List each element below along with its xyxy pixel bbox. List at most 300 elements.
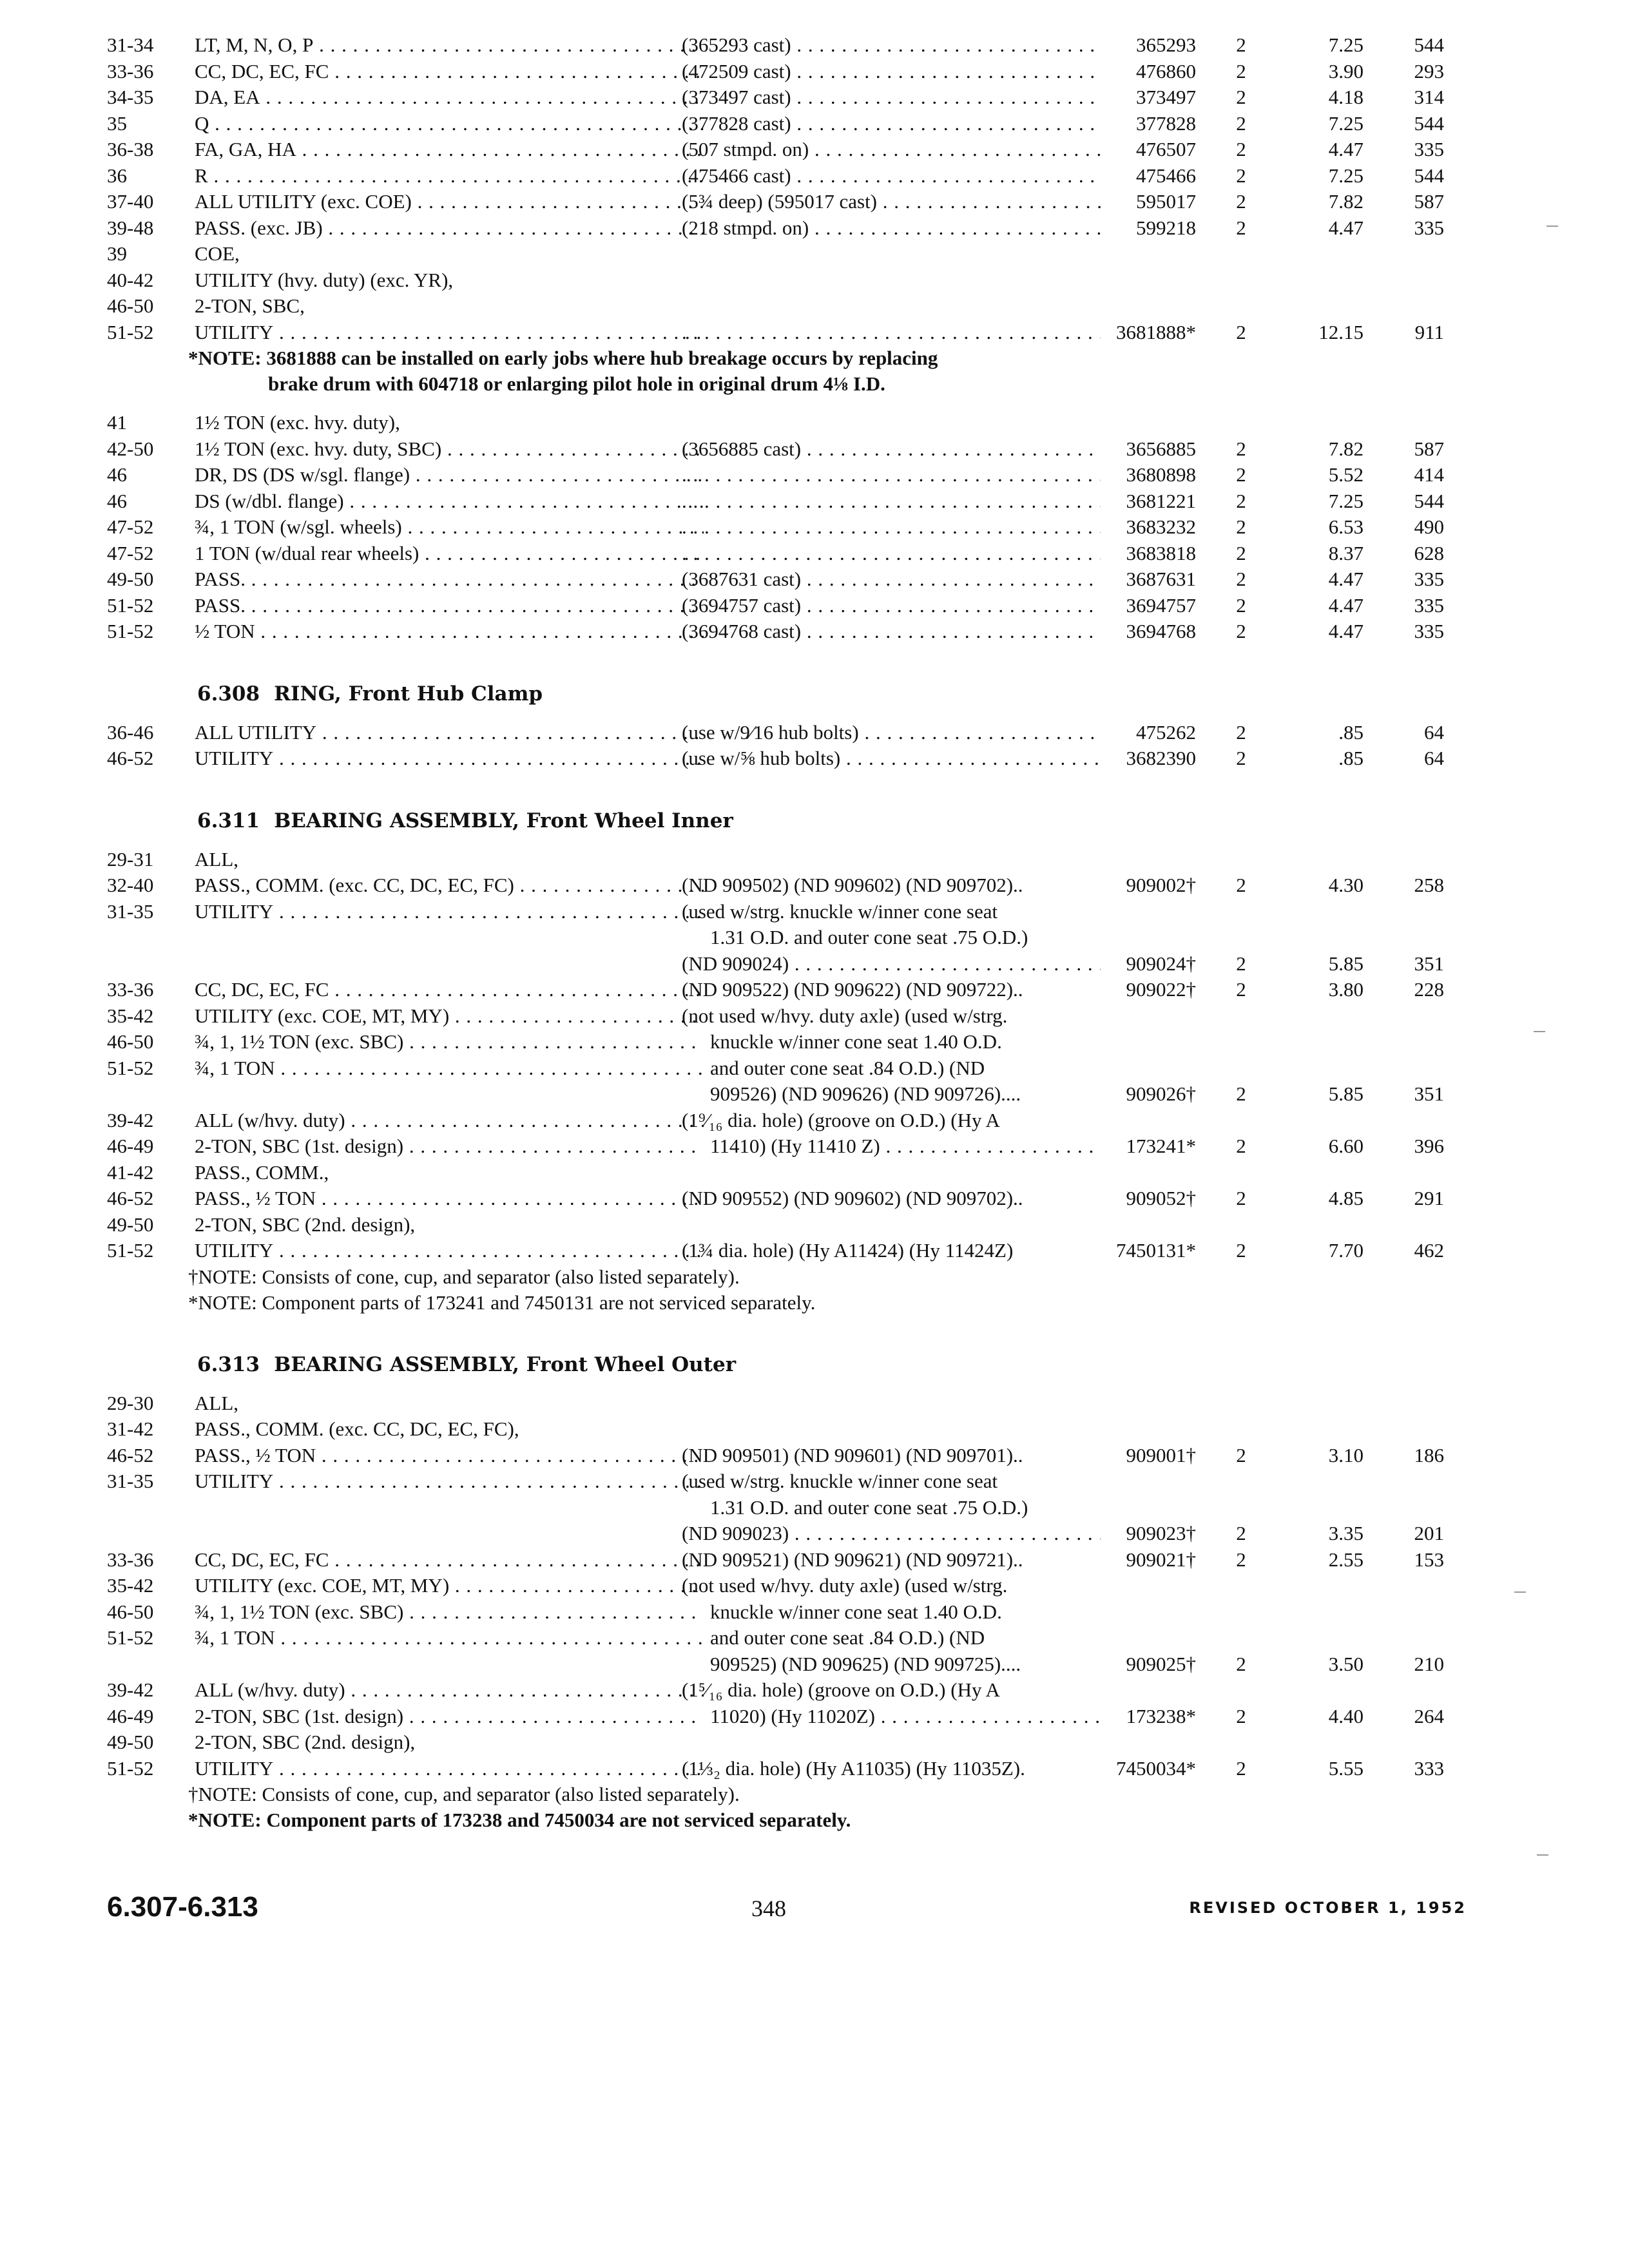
quantity: 2: [1236, 952, 1246, 975]
model-years: 41: [107, 411, 127, 434]
model-description: PASS., COMM. (exc. CC, DC, EC, FC) . . .: [195, 872, 704, 898]
weight: 12.15: [1318, 320, 1364, 343]
remarks: [682, 320, 1101, 345]
weight: 7.25: [1328, 34, 1364, 56]
part-number: 909021†: [1126, 1548, 1196, 1571]
model-years: 39-42: [107, 1108, 154, 1131]
weight: 4.47: [1328, 593, 1364, 617]
part-number: 3683232: [1126, 515, 1196, 538]
quantity: 2: [1236, 568, 1246, 590]
table-row: [107, 1756, 1467, 1782]
model-years: 29-31: [107, 847, 154, 870]
quantity: 2: [1236, 1082, 1246, 1105]
part-number: 173241*: [1126, 1135, 1196, 1157]
part-number: 3681221: [1126, 489, 1196, 512]
remarks: 909525) (ND 909625) (ND 909725)....: [710, 1652, 1021, 1675]
model-years: 36-38: [107, 138, 154, 160]
parts-table-inner: [107, 847, 1467, 1264]
part-number: 476860: [1136, 59, 1196, 82]
model-years: 46-49: [107, 1704, 154, 1727]
model-description: PASS. (exc. JB) . . .: [195, 215, 704, 241]
model-years: 35-42: [107, 1574, 154, 1597]
weight: 3.80: [1328, 978, 1364, 1001]
remarks: knuckle w/inner cone seat 1.40 O.D.: [710, 1030, 1002, 1053]
model-years: 46-52: [107, 1187, 154, 1209]
part-number: 909002†: [1126, 874, 1196, 896]
model-description: ¾, 1 TON . . .: [195, 1625, 704, 1651]
part-number: 3687631: [1126, 568, 1196, 590]
model-description: 2-TON, SBC (2nd. design),: [195, 1731, 416, 1753]
remarks: 909526) (ND 909626) (ND 909726)....: [710, 1082, 1021, 1105]
note-outer-2: *NOTE: Component parts of 173238 and 7450034 are not serviced separately.: [188, 1809, 851, 1831]
part-number: 909023†: [1126, 1522, 1196, 1544]
table-row: [107, 514, 1467, 541]
weight: 4.47: [1328, 216, 1364, 239]
parts-table-mid: [107, 410, 1467, 645]
remarks: (ND 909023) . . .: [682, 1521, 1101, 1546]
part-number: 173238*: [1126, 1704, 1196, 1727]
part-number: 909001†: [1126, 1443, 1196, 1466]
quantity: 2: [1236, 1135, 1246, 1157]
remarks: (5¾ deep) (595017 cast) . . .: [682, 189, 1101, 215]
table-row: [107, 1055, 1467, 1082]
remarks: (3656885 cast) . . .: [682, 436, 1101, 462]
model-description: UTILITY (exc. COE, MT, MY) . . .: [195, 1003, 704, 1029]
page-footer: [107, 1891, 1467, 1930]
model-description: ALL UTILITY (exc. COE) . . .: [195, 189, 704, 215]
table-row: [107, 720, 1467, 746]
price: 314: [1414, 86, 1444, 108]
model-years: 51-52: [107, 620, 154, 642]
table-row: [107, 1416, 1467, 1443]
model-description: PASS. . . .: [195, 566, 704, 592]
table-row: [107, 951, 1467, 977]
part-number: 475466: [1136, 164, 1196, 187]
weight: 7.82: [1328, 190, 1364, 213]
price: 333: [1414, 1756, 1444, 1780]
quantity: 2: [1236, 1522, 1246, 1544]
table-row: [107, 111, 1467, 137]
table-row: [107, 1081, 1467, 1108]
weight: 7.25: [1328, 489, 1364, 512]
parts-table-outer: [107, 1390, 1467, 1782]
model-years: 46-50: [107, 1600, 154, 1623]
remarks: 11410) (Hy 11410 Z) . . .: [710, 1133, 1101, 1159]
quantity: 2: [1236, 34, 1246, 56]
model-years: 39-48: [107, 216, 154, 239]
section-number: 6.313: [197, 1352, 260, 1376]
table-row: [107, 1029, 1467, 1055]
quantity: 2: [1236, 489, 1246, 512]
section-number: 6.308: [197, 682, 260, 706]
table-row: [107, 1625, 1467, 1651]
price: 293: [1414, 59, 1444, 82]
model-years: 51-52: [107, 593, 154, 617]
remarks: and outer cone seat .84 O.D.) (ND: [710, 1056, 985, 1079]
quantity: 2: [1236, 515, 1246, 538]
section-heading-6308: [107, 681, 1467, 707]
quantity: 2: [1236, 1239, 1246, 1262]
table-row: [107, 1677, 1467, 1704]
price: 228: [1414, 978, 1444, 1001]
model-description: PASS. . . .: [195, 593, 704, 619]
model-description: 1 TON (w/dual rear wheels) . . .: [195, 541, 704, 566]
part-number: 909025†: [1126, 1652, 1196, 1675]
remarks: (use w/⅝ hub bolts) . . .: [682, 745, 1101, 771]
quantity: 2: [1236, 164, 1246, 187]
quantity: 2: [1236, 138, 1246, 160]
model-description: LT, M, N, O, P . . .: [195, 32, 704, 58]
table-row: [107, 32, 1467, 59]
remarks: (ND 909024) . . .: [682, 951, 1101, 977]
quantity: 2: [1236, 593, 1246, 617]
table-row: [107, 1186, 1467, 1212]
model-years: 35-42: [107, 1004, 154, 1027]
quantity: 2: [1236, 111, 1246, 135]
weight: 7.25: [1328, 164, 1364, 187]
price: 587: [1414, 437, 1444, 460]
table-row: [107, 1108, 1467, 1134]
model-years: 42-50: [107, 437, 154, 460]
part-number: 7450034*: [1116, 1756, 1196, 1780]
remarks: (ND 909522) (ND 909622) (ND 909722)..: [682, 978, 1023, 1001]
model-years: 46: [107, 489, 127, 512]
note-inner-1: †NOTE: Consists of cone, cup, and separator (also listed separately).: [188, 1265, 740, 1288]
remarks: (472509 cast) . . .: [682, 59, 1101, 84]
quantity: 2: [1236, 541, 1246, 564]
table-row: [107, 1003, 1467, 1030]
model-description: ¾, 1 TON . . .: [195, 1055, 704, 1081]
remarks: (3687631 cast) . . .: [682, 566, 1101, 592]
weight: 5.52: [1328, 463, 1364, 486]
table-row: [107, 241, 1467, 267]
table-row: [107, 1390, 1467, 1417]
model-years: 51-52: [107, 1239, 154, 1262]
model-description: ½ TON . . .: [195, 619, 704, 644]
margin-mark: [1537, 1854, 1548, 1856]
table-row: [107, 977, 1467, 1003]
footer-revised-date: REVISED OCTOBER 1, 1952: [1189, 1899, 1467, 1917]
model-years: 33-36: [107, 978, 154, 1001]
remarks: [682, 488, 1101, 514]
model-years: 33-36: [107, 1548, 154, 1571]
remarks: (1⁵⁄₁₆ dia. hole) (groove on O.D.) (Hy A: [682, 1678, 1000, 1701]
price: 186: [1414, 1443, 1444, 1466]
part-number: 3683818: [1126, 541, 1196, 564]
model-description: 1½ TON (exc. hvy. duty),: [195, 411, 400, 434]
model-years: 51-52: [107, 320, 154, 343]
model-description: UTILITY (hvy. duty) (exc. YR),: [195, 268, 454, 291]
model-years: 47-52: [107, 541, 154, 564]
model-description: ALL (w/hvy. duty) . . .: [195, 1108, 704, 1133]
weight: 3.10: [1328, 1443, 1364, 1466]
section-title: BEARING ASSEMBLY, Front Wheel Inner: [274, 809, 733, 832]
model-description: CC, DC, EC, FC . . .: [195, 1547, 704, 1573]
part-number: 3680898: [1126, 463, 1196, 486]
remarks: [682, 514, 1101, 540]
table-row: [107, 320, 1467, 346]
price: 64: [1424, 720, 1444, 744]
remarks: knuckle w/inner cone seat 1.40 O.D.: [710, 1600, 1002, 1623]
table-row: [107, 1238, 1467, 1264]
part-number: 909026†: [1126, 1082, 1196, 1105]
model-description: CC, DC, EC, FC . . .: [195, 59, 704, 84]
price: 911: [1414, 320, 1444, 343]
note-inner-2: *NOTE: Component parts of 173241 and 7450131 are not serviced separately.: [188, 1291, 816, 1314]
model-years: 39-42: [107, 1678, 154, 1701]
model-years: 39: [107, 242, 127, 265]
quantity: 2: [1236, 1652, 1246, 1675]
remarks: (1⅓₂ dia. hole) (Hy A11035) (Hy 11035Z).: [682, 1756, 1025, 1780]
note-top-2: brake drum with 604718 or enlarging pilot hole in original drum 4⅛ I.D.: [268, 372, 885, 395]
weight: 5.85: [1328, 1082, 1364, 1105]
model-description: PASS., ½ TON . . .: [195, 1443, 704, 1468]
table-row: [107, 137, 1467, 163]
quantity: 2: [1236, 1443, 1246, 1466]
table-row: [107, 566, 1467, 593]
price: 462: [1414, 1239, 1444, 1262]
weight: 7.25: [1328, 111, 1364, 135]
model-years: 51-52: [107, 1056, 154, 1079]
model-description: UTILITY . . .: [195, 745, 704, 771]
quantity: 2: [1236, 978, 1246, 1001]
model-description: ¾, 1, 1½ TON (exc. SBC) . . .: [195, 1029, 704, 1055]
table-row: [107, 1468, 1467, 1495]
model-description: CC, DC, EC, FC . . .: [195, 977, 704, 1003]
model-description: Q . . .: [195, 111, 704, 137]
price: 396: [1414, 1135, 1444, 1157]
table-row: [107, 1651, 1467, 1678]
price: 351: [1414, 952, 1444, 975]
model-description: 2-TON, SBC,: [195, 294, 305, 317]
table-row: [107, 872, 1467, 899]
remarks: and outer cone seat .84 O.D.) (ND: [710, 1626, 985, 1649]
table-row: [107, 488, 1467, 515]
price: 335: [1414, 216, 1444, 239]
price: 544: [1414, 34, 1444, 56]
remarks: (ND 909521) (ND 909621) (ND 909721)..: [682, 1548, 1023, 1571]
part-number: 909052†: [1126, 1187, 1196, 1209]
model-years: 40-42: [107, 268, 154, 291]
model-description: ALL (w/hvy. duty) . . .: [195, 1677, 704, 1703]
remarks: (ND 909502) (ND 909602) (ND 909702)..: [682, 874, 1023, 896]
price: 490: [1414, 515, 1444, 538]
model-years: 46-50: [107, 1030, 154, 1053]
model-years: 46-52: [107, 747, 154, 769]
model-description: UTILITY . . .: [195, 1238, 704, 1264]
footer-section-range: 6.307-6.313: [107, 1891, 258, 1923]
quantity: 2: [1236, 1756, 1246, 1780]
table-row: [107, 59, 1467, 85]
model-description: PASS., COMM. (exc. CC, DC, EC, FC),: [195, 1418, 519, 1440]
remarks: 1.31 O.D. and outer cone seat .75 O.D.): [710, 1495, 1028, 1519]
model-description: COE,: [195, 242, 240, 265]
table-row: [107, 1133, 1467, 1160]
price: 544: [1414, 489, 1444, 512]
part-number: 599218: [1136, 216, 1196, 239]
part-number: 475262: [1136, 720, 1196, 744]
table-row: [107, 899, 1467, 925]
table-row: [107, 745, 1467, 772]
model-description: FA, GA, HA . . .: [195, 137, 704, 162]
model-years: 51-52: [107, 1626, 154, 1649]
note-outer-1: †NOTE: Consists of cone, cup, and separator (also listed separately).: [188, 1783, 740, 1805]
model-description: UTILITY . . .: [195, 899, 704, 925]
table-row: [107, 1160, 1467, 1186]
part-number: 3656885: [1126, 437, 1196, 460]
price: 544: [1414, 164, 1444, 187]
remarks: (218 stmpd. on) . . .: [682, 215, 1101, 241]
model-description: R . . .: [195, 163, 704, 189]
weight: 7.70: [1328, 1239, 1364, 1262]
table-row: [107, 84, 1467, 111]
model-years: 36: [107, 164, 127, 187]
parts-catalog-page: [107, 32, 1467, 1833]
model-years: 33-36: [107, 59, 154, 82]
table-row: [107, 1573, 1467, 1599]
price: 291: [1414, 1187, 1444, 1209]
model-years: 49-50: [107, 568, 154, 590]
quantity: 2: [1236, 720, 1246, 744]
model-years: 49-50: [107, 1731, 154, 1753]
quantity: 2: [1236, 216, 1246, 239]
remarks: (475466 cast) . . .: [682, 163, 1101, 189]
remarks: 11020) (Hy 11020Z) . . .: [710, 1704, 1101, 1729]
table-row: [107, 1599, 1467, 1626]
weight: 5.85: [1328, 952, 1364, 975]
part-number: 909022†: [1126, 978, 1196, 1001]
table-row: [107, 1729, 1467, 1756]
table-row: [107, 925, 1467, 951]
quantity: 2: [1236, 620, 1246, 642]
price: 628: [1414, 541, 1444, 564]
model-description: UTILITY . . .: [195, 320, 704, 345]
remarks: (365293 cast) . . .: [682, 32, 1101, 58]
footer-page-number: 348: [751, 1896, 786, 1921]
parts-table-top: [107, 32, 1467, 345]
quantity: 2: [1236, 1548, 1246, 1571]
weight: 4.30: [1328, 874, 1364, 896]
model-years: 31-42: [107, 1418, 154, 1440]
weight: 6.60: [1328, 1135, 1364, 1157]
quantity: 2: [1236, 86, 1246, 108]
table-row: [107, 1495, 1467, 1521]
quantity: 2: [1236, 1704, 1246, 1727]
section-heading-6311: [107, 808, 1467, 834]
margin-mark: [1514, 1591, 1526, 1593]
section-number: 6.311: [197, 809, 260, 832]
model-description: PASS., COMM.,: [195, 1160, 329, 1184]
price: 210: [1414, 1652, 1444, 1675]
weight: 2.55: [1328, 1548, 1364, 1571]
weight: 3.35: [1328, 1522, 1364, 1544]
remarks: (373497 cast) . . .: [682, 84, 1101, 110]
table-row: [107, 593, 1467, 619]
model-years: 31-35: [107, 1470, 154, 1492]
remarks: (used w/strg. knuckle w/inner cone seat: [682, 1470, 998, 1492]
remarks: (507 stmpd. on) . . .: [682, 137, 1101, 162]
price: 544: [1414, 111, 1444, 135]
weight: 3.90: [1328, 59, 1364, 82]
parts-table-ring: [107, 720, 1467, 772]
model-description: ALL,: [195, 1391, 239, 1414]
model-description: ALL,: [195, 847, 239, 870]
model-description: 1½ TON (exc. hvy. duty, SBC) . . .: [195, 436, 704, 462]
margin-mark: [1547, 226, 1558, 227]
quantity: 2: [1236, 320, 1246, 343]
remarks: (used w/strg. knuckle w/inner cone seat: [682, 899, 998, 923]
table-row: [107, 1704, 1467, 1730]
model-description: PASS., ½ TON . . .: [195, 1186, 704, 1211]
part-number: 476507: [1136, 138, 1196, 160]
model-description: ALL UTILITY . . .: [195, 720, 704, 745]
model-description: 2-TON, SBC (2nd. design),: [195, 1213, 416, 1236]
model-years: 37-40: [107, 190, 154, 213]
remarks: (377828 cast) . . .: [682, 111, 1101, 137]
table-row: [107, 541, 1467, 567]
model-description: DS (w/dbl. flange) . . .: [195, 488, 704, 514]
price: 201: [1414, 1522, 1444, 1544]
model-years: 35: [107, 111, 127, 135]
weight: .85: [1338, 720, 1364, 744]
model-description: DA, EA . . .: [195, 84, 704, 110]
weight: .85: [1338, 747, 1364, 769]
remarks: (ND 909501) (ND 909601) (ND 909701)..: [682, 1443, 1023, 1466]
table-row: [107, 1547, 1467, 1573]
quantity: 2: [1236, 463, 1246, 486]
table-row: [107, 1521, 1467, 1547]
model-years: 47-52: [107, 515, 154, 538]
price: 587: [1414, 190, 1444, 213]
part-number: 3682390: [1126, 747, 1196, 769]
model-years: 32-40: [107, 874, 154, 896]
remarks: [682, 541, 1101, 566]
weight: 4.47: [1328, 568, 1364, 590]
price: 335: [1414, 568, 1444, 590]
price: 258: [1414, 874, 1444, 896]
model-years: 46-50: [107, 294, 154, 317]
remarks: [682, 462, 1101, 488]
table-row: [107, 410, 1467, 436]
table-row: [107, 619, 1467, 645]
model-description: 2-TON, SBC (1st. design) . . .: [195, 1133, 704, 1159]
price: 64: [1424, 747, 1444, 769]
table-row: [107, 215, 1467, 242]
model-years: 36-46: [107, 720, 154, 744]
model-years: 46: [107, 463, 127, 486]
remarks: (ND 909552) (ND 909602) (ND 909702)..: [682, 1187, 1023, 1209]
table-row: [107, 1443, 1467, 1469]
price: 153: [1414, 1548, 1444, 1571]
weight: 4.47: [1328, 620, 1364, 642]
table-row: [107, 436, 1467, 463]
remarks: 1.31 O.D. and outer cone seat .75 O.D.): [710, 926, 1028, 948]
model-years: 46-49: [107, 1135, 154, 1157]
remarks: (3694768 cast) . . .: [682, 619, 1101, 644]
part-number: 377828: [1136, 111, 1196, 135]
weight: 7.82: [1328, 437, 1364, 460]
model-years: 51-52: [107, 1756, 154, 1780]
quantity: 2: [1236, 59, 1246, 82]
model-years: 31-34: [107, 34, 154, 56]
table-row: [107, 189, 1467, 215]
table-row: [107, 847, 1467, 873]
section-title: BEARING ASSEMBLY, Front Wheel Outer: [274, 1352, 737, 1376]
quantity: 2: [1236, 1187, 1246, 1209]
price: 335: [1414, 593, 1444, 617]
weight: 5.55: [1328, 1756, 1364, 1780]
weight: 4.40: [1328, 1704, 1364, 1727]
